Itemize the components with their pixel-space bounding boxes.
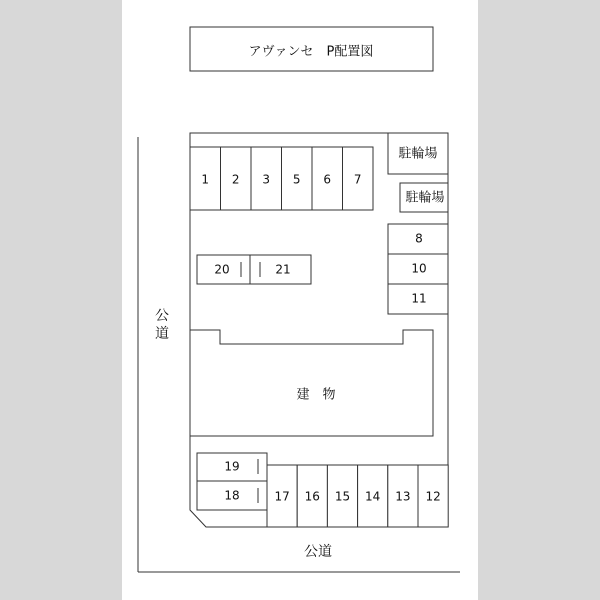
parking-space-number: 6: [323, 172, 332, 187]
parking-space-number: 10: [411, 261, 427, 276]
parking-space-number: 8: [415, 231, 423, 246]
parking-space-number: 3: [262, 172, 271, 187]
parking-space-number: 19: [224, 459, 240, 474]
parking-space-number: 14: [365, 489, 381, 504]
parking-space-number: 17: [274, 489, 290, 504]
bicycle-parking-1-label: 駐輪場: [398, 146, 438, 162]
building-label: 建 物: [296, 387, 336, 403]
road-left-label-char-1: 公: [155, 308, 169, 324]
parking-space-number: 13: [395, 489, 411, 504]
road-bottom-label: 公道: [304, 544, 332, 560]
parking-space-number: 5: [292, 172, 301, 187]
parking-space-number: 15: [334, 489, 351, 504]
parking-space-number: 7: [353, 172, 362, 187]
parking-space-number: 2: [231, 172, 240, 187]
parking-space-number: 12: [425, 489, 441, 504]
parking-space-number: 18: [224, 488, 240, 503]
parking-space-number: 20: [214, 262, 230, 277]
parking-space-number: 1: [201, 172, 210, 187]
title: アヴァンセ P配置図: [248, 44, 374, 60]
parking-space-number: 21: [275, 262, 291, 277]
road-left-label-char-2: 道: [155, 326, 169, 342]
bicycle-parking-2-label: 駐輪場: [405, 190, 445, 206]
parking-space-number: 16: [304, 489, 320, 504]
parking-space-number: 11: [411, 291, 427, 306]
building-outline: [190, 330, 433, 436]
